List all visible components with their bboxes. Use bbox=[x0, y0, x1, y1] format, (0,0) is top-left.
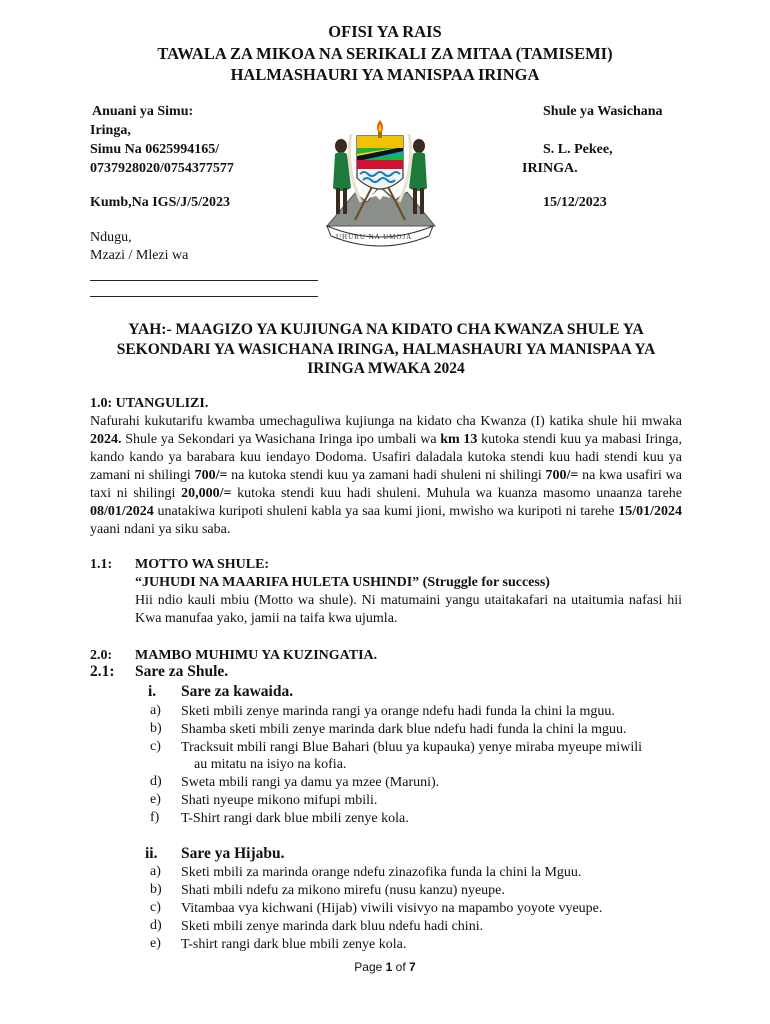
list-item-label: b) bbox=[150, 882, 162, 897]
list-item: T-shirt rangi dark blue mbili zenye kola. bbox=[181, 937, 407, 952]
list-item-label: f) bbox=[150, 810, 160, 825]
page-number: Page 1 of 7 bbox=[354, 960, 416, 974]
list-item: Sketi mbili zenye marinda rangi ya orange ndefu hadi funda la chini la mguu. bbox=[181, 704, 615, 719]
list-item-label: d) bbox=[150, 918, 162, 933]
motto-explanation: Hii ndio kauli mbiu (Motto wa shule). Ni matumaini yangu utaitakafari na utaitumia nafasi hii Kwa manufaa yako, jamii na taifa kwa ujumla. bbox=[135, 593, 682, 626]
list-item: Tracksuit mbili rangi Blue Bahari (bluu ya kupauka) yenye miraba myeupe miwili bbox=[181, 740, 642, 755]
left-address-line-2: Iringa, bbox=[90, 123, 131, 138]
list-item: Shati nyeupe mikono mifupi mbili. bbox=[181, 793, 378, 808]
section-1-0-heading: 1.0: UTANGULIZI. bbox=[90, 396, 209, 411]
sub-ii-number: ii. bbox=[145, 845, 158, 862]
right-address-line-1: Shule ya Wasichana bbox=[543, 104, 663, 119]
salutation-line-1: Ndugu, bbox=[90, 230, 132, 245]
list-item: Shamba sketi mbili zenye marinda dark blue ndefu hadi funda la chini la mguu. bbox=[181, 722, 627, 737]
section-2-0-heading: MAMBO MUHIMU YA KUZINGATIA. bbox=[135, 648, 378, 663]
subject-line-2: SEKONDARI YA WASICHANA IRINGA, HALMASHAURI YA MANISPAA YA bbox=[116, 341, 656, 358]
right-address-line-2: S. L. Pekee, bbox=[543, 142, 613, 157]
list-item: Sketi mbili zenye marinda dark bluu ndefu hadi chini. bbox=[181, 919, 484, 934]
list-item: Shati mbili ndefu za mikono mirefu (nusu kanzu) nyeupe. bbox=[181, 883, 505, 898]
list-item-label: a) bbox=[150, 864, 161, 879]
section-2-1-number: 2.1: bbox=[90, 663, 115, 680]
section-2-0-number: 2.0: bbox=[90, 648, 113, 663]
header-line-2: TAWALA ZA MIKOA NA SERIKALI ZA MITAA (TAMISEMI) bbox=[157, 44, 613, 63]
list-item: Sketi mbili za marinda orange ndefu zinazofika funda la chini la Mguu. bbox=[181, 865, 582, 880]
sub-ii-heading: Sare ya Hijabu. bbox=[181, 845, 285, 862]
salutation-line-2: Mzazi / Mlezi wa bbox=[90, 248, 189, 263]
emblem-motto: UHURU NA UMOJA bbox=[336, 233, 413, 241]
section-1-1-heading: MOTTO WA SHULE: bbox=[135, 557, 270, 572]
subject-line-1: YAH:- MAAGIZO YA KUJIUNGA NA KIDATO CHA KWANZA SHULE YA bbox=[128, 321, 644, 338]
list-item-label: c) bbox=[150, 739, 161, 754]
subject-line-3: IRINGA MWAKA 2024 bbox=[307, 360, 465, 377]
right-address-line-3: IRINGA. bbox=[522, 161, 578, 176]
list-item-label: e) bbox=[150, 936, 161, 951]
coat-of-arms-icon bbox=[305, 98, 455, 248]
list-item-label: b) bbox=[150, 721, 162, 736]
list-item: Vitambaa vya kichwani (Hijab) viwili visivyo na mapambo yoyote vyeupe. bbox=[181, 901, 603, 916]
list-item-label: d) bbox=[150, 774, 162, 789]
list-item: T-Shirt rangi dark blue mbili zenye kola. bbox=[181, 811, 409, 826]
left-address-line-4: 0737928020/0754377577 bbox=[90, 161, 234, 176]
reference-number: Kumb,Na IGS/J/5/2023 bbox=[90, 195, 231, 210]
list-item-label: e) bbox=[150, 792, 161, 807]
header-line-1: OFISI YA RAIS bbox=[328, 22, 442, 41]
sub-i-heading: Sare za kawaida. bbox=[181, 683, 294, 700]
list-item-continuation: au mitatu na isiyo na kofia. bbox=[194, 757, 347, 772]
school-motto: “JUHUDI NA MAARIFA HULETA USHINDI” (Struggle for success) bbox=[135, 575, 550, 590]
list-item-label: c) bbox=[150, 900, 161, 915]
name-blank-line-2 bbox=[90, 296, 318, 297]
list-item-label: a) bbox=[150, 703, 161, 718]
sub-i-number: i. bbox=[148, 683, 157, 700]
left-address-line-3: Simu Na 0625994165/ bbox=[90, 142, 220, 157]
header-line-3: HALMASHAURI YA MANISPAA IRINGA bbox=[230, 65, 540, 84]
section-1-1-number: 1.1: bbox=[90, 557, 113, 572]
list-item: Sweta mbili rangi ya damu ya mzee (Maruni). bbox=[181, 775, 440, 790]
left-address-line-1: Anuani ya Simu: bbox=[92, 104, 194, 119]
name-blank-line-1 bbox=[90, 280, 318, 281]
introduction-paragraph: Nafurahi kukutarifu kwamba umechaguliwa kujiunga na kidato cha Kwanza (I) katika shule hii mwaka 2024. Shule ya Sekondari ya Wasichana Iringa ipo umbali wa km 13 kutoka stendi kuu ya mabasi Iringa, kando kando ya barabara kuu iendayo Dodoma. Usafiri daladala kutoka stendi kuu hadi stendi kuu ya zamani ni shilingi 700/= na kutoka stendi kuu ya zamani hadi shuleni ni shilingi 700/= na kwa usafiri wa taxi ni shilingi 20,000/= kutoka stendi kuu hadi shuleni. Muhula wa kuanza masomo unaanza tarehe 08/01/2024 unatakiwa kuripoti shuleni kabla ya saa kumi jioni, mwisho wa kuripoti ni tarehe 15/01/2024 yaani ndani ya siku saba. bbox=[90, 414, 683, 537]
section-2-1-heading: Sare za Shule. bbox=[135, 663, 229, 680]
letter-date: 15/12/2023 bbox=[543, 195, 607, 210]
